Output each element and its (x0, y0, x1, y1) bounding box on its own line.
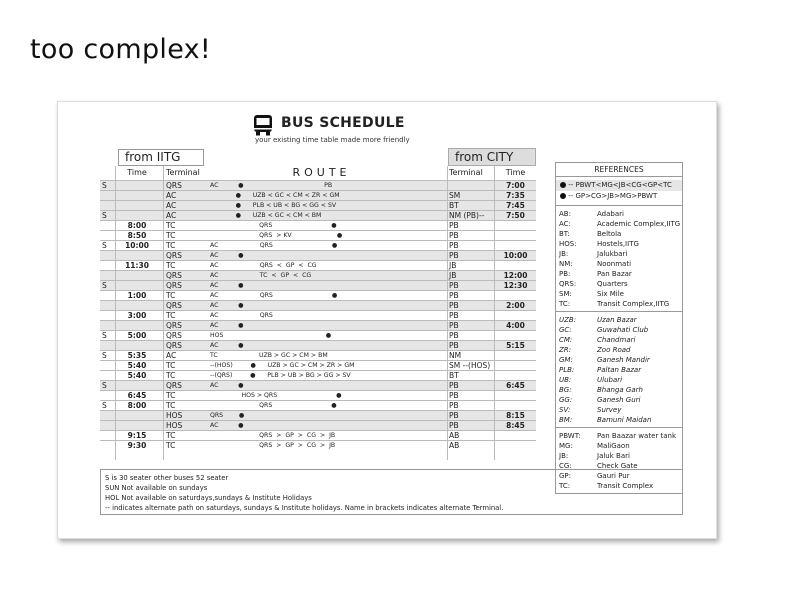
abbreviation-key: CG: (559, 462, 572, 470)
s-flag (100, 421, 114, 430)
table-header-row (100, 166, 536, 180)
from-iitg-label: from IITG (118, 149, 204, 166)
s-flag (100, 261, 114, 270)
route-path: QRS ● (210, 412, 245, 419)
abbreviation-value: Pan Bazar (597, 270, 632, 278)
table-row (100, 190, 536, 200)
abbreviation-key: PLB: (559, 366, 575, 374)
s-flag (100, 391, 114, 400)
end-terminal: JB (449, 261, 457, 270)
abbreviations-campus (556, 205, 682, 311)
s-flag: S (102, 351, 107, 360)
abbreviation-item (556, 375, 682, 385)
arrival-time (495, 261, 536, 270)
arrival-time: 7:00 (506, 181, 525, 190)
end-terminal: PB (449, 281, 459, 290)
end-terminal: SM (449, 191, 461, 200)
abbreviation-key: NM: (559, 260, 573, 268)
start-terminal: QRS (166, 341, 182, 350)
s-flag (100, 341, 114, 350)
table-row (100, 420, 536, 430)
s-flag (100, 221, 114, 230)
departure-time (117, 381, 157, 390)
abbreviation-key: BG: (559, 386, 572, 394)
arrival-time: 10:00 (503, 251, 528, 260)
col-time-right-header: Time (505, 168, 526, 177)
abbreviation-key: SM: (559, 290, 572, 298)
table-row (100, 330, 536, 340)
end-terminal: AB (449, 431, 460, 440)
route-path: QRS ● (210, 402, 337, 409)
from-city-label: from CITY (448, 148, 536, 166)
abbreviation-value: Uzan Bazar (597, 316, 637, 324)
end-terminal: NM (449, 351, 462, 360)
departure-time (117, 191, 157, 200)
arrival-time (495, 361, 536, 370)
departure-time (117, 341, 157, 350)
col-route-header: ROUTE (292, 166, 351, 179)
abbreviation-value: Bhanga Garh (597, 386, 643, 394)
abbreviation-key: SV: (559, 406, 571, 414)
abbreviation-value: Ganesh Guri (597, 396, 641, 404)
col-terminal-header: Terminal (166, 168, 200, 177)
arrival-time (495, 241, 536, 250)
abbreviation-key: UB: (559, 376, 572, 384)
abbreviation-value: Adabari (597, 210, 624, 218)
route-path: AC ● PB (210, 182, 333, 189)
abbreviation-key: UZB: (559, 316, 577, 324)
route-path: QRS > KV ● (210, 232, 343, 239)
departure-time (117, 281, 157, 290)
arrival-time (495, 401, 536, 410)
reference-route: -- GP>CG>JB>MG>PBWT (556, 191, 682, 202)
table-row (100, 210, 536, 220)
arrival-time: 5:15 (506, 341, 525, 350)
s-flag: S (102, 401, 107, 410)
abbreviation-item (556, 289, 682, 299)
arrival-time: 7:50 (506, 211, 525, 220)
abbreviation-item (556, 441, 682, 451)
end-terminal (447, 181, 495, 190)
departure-time: 5:40 (127, 371, 147, 380)
abbreviation-value: Gauri Pur (597, 472, 630, 480)
arrival-time: 4:00 (506, 321, 525, 330)
schedule-subtitle: your existing time table made more friendly (255, 136, 410, 144)
dot-icon (560, 182, 566, 188)
route-path: --(QRS) ● PLB > UB > BG > GG > SV (210, 372, 351, 379)
s-flag (100, 431, 114, 440)
abbreviation-value: Ulubari (597, 376, 623, 384)
abbreviation-item (556, 259, 682, 269)
arrival-time (495, 391, 536, 400)
abbreviation-value: Ganesh Mandir (597, 356, 650, 364)
route-path: ● PLB < UB < BG < GG < SV (210, 202, 337, 209)
departure-time: 8:00 (127, 221, 147, 230)
route-path: QRS > GP > CG > JB (210, 432, 336, 439)
abbreviation-item (556, 451, 682, 461)
end-terminal: PB (449, 251, 459, 260)
table-row (100, 320, 536, 330)
route-path: HOS ● (210, 332, 332, 339)
start-terminal: TC (166, 401, 176, 410)
abbreviation-value: Pan Baazar water tank (597, 432, 676, 440)
start-terminal: HOS (166, 421, 183, 430)
arrival-time (495, 441, 536, 450)
end-terminal: PB (449, 231, 459, 240)
schedule-table (100, 166, 536, 450)
end-terminal: AB (449, 441, 460, 450)
abbreviation-key: GC: (559, 326, 572, 334)
end-terminal: BT (449, 201, 459, 210)
arrival-time (495, 221, 536, 230)
table-row (100, 390, 536, 400)
abbreviation-key: TC: (559, 482, 571, 490)
abbreviation-value: Bamuni Maidan (597, 416, 652, 424)
abbreviation-value: Quarters (597, 280, 628, 288)
arrival-time (495, 291, 536, 300)
end-terminal: PB (449, 221, 459, 230)
s-flag: S (102, 281, 107, 290)
legend-line: HOL Not available on saturdays,sundays & Institute Holidays (105, 494, 312, 502)
abbreviation-item (556, 279, 682, 289)
s-flag (100, 361, 114, 370)
route-path: --(HOS) ● UZB > GC > CM > ZR > GM (210, 362, 355, 369)
s-flag: S (102, 211, 107, 220)
table-row (100, 230, 536, 240)
slide-title: too complex! (30, 34, 212, 65)
route-path: HOS > QRS ● (210, 392, 342, 399)
abbreviation-value: Chandmari (597, 336, 636, 344)
start-terminal: AC (166, 201, 177, 210)
end-terminal: PB (449, 321, 459, 330)
arrival-time: 8:45 (506, 421, 525, 430)
start-terminal: TC (166, 241, 176, 250)
abbreviation-item (556, 229, 682, 239)
table-row (100, 410, 536, 420)
abbreviation-value: Jalukbari (597, 250, 628, 258)
abbreviation-value: MaliGaon (597, 442, 630, 450)
route-path: QRS > GP > CG > JB (210, 442, 336, 449)
abbreviation-item (556, 249, 682, 259)
s-flag (100, 291, 114, 300)
route-path: ● UZB < GC < CM < ZR < GM (210, 192, 340, 199)
arrival-time: 12:00 (503, 271, 528, 280)
reference-route: -- PBWT<MG<JB<CG<GP<TC (556, 180, 682, 191)
departure-time (117, 181, 157, 190)
s-flag (100, 411, 114, 420)
arrival-time: 2:00 (506, 301, 525, 310)
departure-time: 5:00 (127, 331, 147, 340)
column-divider (163, 166, 164, 460)
abbreviation-value: Jaluk Bari (597, 452, 630, 460)
table-row (100, 360, 536, 370)
start-terminal: TC (166, 261, 176, 270)
route-path: AC ● (210, 252, 244, 259)
route-path: AC ● (210, 422, 244, 429)
table-row (100, 340, 536, 350)
abbreviation-item (556, 209, 682, 219)
abbreviation-key: BM: (559, 416, 573, 424)
s-flag: S (102, 331, 107, 340)
end-terminal: PB (449, 301, 459, 310)
table-row (100, 280, 536, 290)
route-path: AC QRS (210, 312, 273, 319)
s-flag (100, 371, 114, 380)
departure-time (117, 271, 157, 280)
departure-time: 9:30 (127, 441, 147, 450)
end-terminal: JB (449, 271, 457, 280)
table-row (100, 440, 536, 450)
abbreviation-item (556, 405, 682, 415)
abbreviation-key: TC: (559, 300, 571, 308)
column-divider (447, 166, 448, 460)
s-flag: S (102, 381, 107, 390)
start-terminal: TC (166, 391, 176, 400)
table-row (100, 380, 536, 390)
abbreviation-item (556, 219, 682, 229)
arrival-time (495, 431, 536, 440)
start-terminal: QRS (166, 301, 182, 310)
table-row (100, 250, 536, 260)
abbreviation-item (556, 345, 682, 355)
abbreviation-item (556, 355, 682, 365)
arrival-time: 8:15 (506, 411, 525, 420)
abbreviation-key: ZR: (559, 346, 572, 354)
abbreviations-city (556, 311, 682, 427)
route-path: AC ● (210, 322, 244, 329)
abbreviation-item (556, 315, 682, 325)
abbreviation-item (556, 415, 682, 425)
departure-time: 10:00 (125, 241, 149, 250)
abbreviation-value: Zoo Road (597, 346, 631, 354)
departure-time (117, 411, 157, 420)
abbreviation-value: Hostels,IITG (597, 240, 639, 248)
abbreviation-item (556, 299, 682, 309)
departure-time: 5:35 (127, 351, 147, 360)
departure-time (117, 321, 157, 330)
end-terminal: PB (449, 311, 459, 320)
abbreviation-key: GG: (559, 396, 573, 404)
end-terminal: PB (449, 291, 459, 300)
abbreviation-key: JB: (559, 452, 569, 460)
route-path: AC ● (210, 282, 244, 289)
abbreviation-item (556, 335, 682, 345)
start-terminal: TC (166, 361, 176, 370)
departure-time: 5:40 (127, 361, 147, 370)
start-terminal: TC (166, 441, 176, 450)
legend-line: -- indicates alternate path on saturdays, sundays & Institute holidays. Name in brackets indicates alternate Terminal. (105, 504, 504, 512)
end-terminal: PB (449, 341, 459, 350)
table-row (100, 200, 536, 210)
abbreviation-value: Beltola (597, 230, 622, 238)
route-path: AC TC < GP < CG (210, 272, 312, 279)
abbreviation-key: JB: (559, 250, 569, 258)
departure-time: 8:00 (127, 401, 147, 410)
abbreviation-key: GM: (559, 356, 573, 364)
start-terminal: TC (166, 231, 176, 240)
table-row (100, 220, 536, 230)
table-row (100, 300, 536, 310)
arrival-time (495, 331, 536, 340)
abbreviation-value: Academic Complex,IITG (597, 220, 681, 228)
departure-time: 6:45 (127, 391, 147, 400)
start-terminal: AC (166, 191, 177, 200)
abbreviation-value: Transit Complex (597, 482, 654, 490)
start-terminal: QRS (166, 331, 182, 340)
abbreviation-value: Survey (597, 406, 622, 414)
abbreviation-key: GP: (559, 472, 572, 480)
end-terminal: PB (449, 331, 459, 340)
abbreviation-key: PBWT: (559, 432, 581, 440)
departure-time (117, 251, 157, 260)
s-flag (100, 301, 114, 310)
bus-icon (253, 114, 273, 136)
route-path: AC ● (210, 302, 244, 309)
legend-line: SUN Not available on sundays (105, 484, 208, 492)
abbreviation-item (556, 431, 682, 441)
table-row (100, 290, 536, 300)
s-flag (100, 321, 114, 330)
abbreviation-key: MG: (559, 442, 573, 450)
s-flag (100, 271, 114, 280)
table-row (100, 270, 536, 280)
abbreviation-key: PB: (559, 270, 571, 278)
departure-time (117, 211, 157, 220)
arrival-time (495, 351, 536, 360)
departure-time (117, 421, 157, 430)
route-path: AC ● (210, 342, 244, 349)
arrival-time: 6:45 (506, 381, 525, 390)
s-flag (100, 231, 114, 240)
abbreviation-key: HOS: (559, 240, 577, 248)
start-terminal: TC (166, 311, 176, 320)
start-terminal: AC (166, 351, 177, 360)
start-terminal: AC (166, 211, 177, 220)
start-terminal: QRS (166, 281, 182, 290)
route-path: QRS ● (210, 222, 337, 229)
s-flag (100, 441, 114, 450)
col-terminal-right-header: Terminal (449, 168, 483, 177)
table-row (100, 240, 536, 250)
arrival-time (495, 311, 536, 320)
start-terminal: TC (166, 291, 176, 300)
end-terminal: PB (449, 241, 459, 250)
table-row (100, 260, 536, 270)
s-flag: S (102, 241, 107, 250)
legend-box (100, 469, 683, 515)
arrival-time (495, 371, 536, 380)
abbreviation-key: CM: (559, 336, 573, 344)
departure-time: 8:50 (127, 231, 147, 240)
s-flag (100, 311, 114, 320)
start-terminal: QRS (166, 321, 182, 330)
departure-time (117, 201, 157, 210)
abbreviation-key: BT: (559, 230, 570, 238)
end-terminal: PB (449, 401, 459, 410)
abbreviation-item (556, 269, 682, 279)
end-terminal: NM (PB)-- (449, 211, 485, 220)
start-terminal: TC (166, 221, 176, 230)
start-terminal: TC (166, 431, 176, 440)
abbreviation-value: Transit Complex,IITG (597, 300, 670, 308)
abbreviation-item (556, 365, 682, 375)
start-terminal: HOS (166, 411, 183, 420)
abbreviation-key: AB: (559, 210, 571, 218)
route-path: AC QRS ● (210, 292, 338, 299)
abbreviation-item (556, 395, 682, 405)
table-row (100, 180, 536, 190)
dot-icon (560, 193, 566, 199)
s-flag (100, 201, 114, 210)
route-path: AC QRS < GP < CG (210, 262, 317, 269)
table-row (100, 370, 536, 380)
departure-time: 11:30 (125, 261, 149, 270)
start-terminal: QRS (166, 271, 182, 280)
end-terminal: BT (449, 371, 459, 380)
s-flag: S (102, 181, 107, 190)
column-divider (494, 166, 495, 460)
references-panel (555, 162, 683, 494)
departure-time: 1:00 (127, 291, 147, 300)
column-divider (115, 166, 116, 460)
departure-time: 9:15 (127, 431, 147, 440)
end-terminal: PB (449, 381, 459, 390)
abbreviation-item (556, 239, 682, 249)
start-terminal: TC (166, 371, 176, 380)
end-terminal: PB (449, 411, 459, 420)
route-path: ● UZB < GC < CM < BM (210, 212, 322, 219)
legend-line: S is 30 seater other buses 52 seater (105, 474, 229, 482)
abbreviation-key: QRS: (559, 280, 577, 288)
route-path: TC UZB > GC > CM > BM (210, 352, 328, 359)
departure-time: 3:00 (127, 311, 147, 320)
abbreviation-value: Noonmati (597, 260, 632, 268)
table-row (100, 350, 536, 360)
arrival-time (495, 231, 536, 240)
arrival-time: 7:45 (506, 201, 525, 210)
end-terminal: PB (449, 391, 459, 400)
schedule-sheet (57, 101, 717, 539)
start-terminal: QRS (166, 381, 182, 390)
abbreviation-item (556, 385, 682, 395)
table-row (100, 430, 536, 440)
arrival-time: 7:35 (506, 191, 525, 200)
end-terminal: PB (449, 421, 459, 430)
start-terminal: QRS (166, 181, 182, 190)
s-flag (100, 191, 114, 200)
abbreviation-item (556, 325, 682, 335)
start-terminal: QRS (166, 251, 182, 260)
departure-time (117, 301, 157, 310)
abbreviation-value: Guwahati Club (597, 326, 649, 334)
end-terminal: SM --(HOS) (449, 361, 491, 370)
table-body (100, 180, 536, 450)
abbreviation-value: Six Mile (597, 290, 624, 298)
references-title: REFERENCES (556, 163, 682, 177)
route-path: AC QRS ● (210, 242, 338, 249)
table-row (100, 400, 536, 410)
abbreviation-value: Paltan Bazar (597, 366, 642, 374)
table-row (100, 310, 536, 320)
route-path: AC ● (210, 382, 244, 389)
col-time-header: Time (127, 168, 147, 177)
abbreviation-key: AC: (559, 220, 571, 228)
s-flag (100, 251, 114, 260)
abbreviation-value: Check Gate (597, 462, 638, 470)
schedule-title: BUS SCHEDULE (281, 115, 405, 131)
arrival-time: 12:30 (503, 281, 528, 290)
